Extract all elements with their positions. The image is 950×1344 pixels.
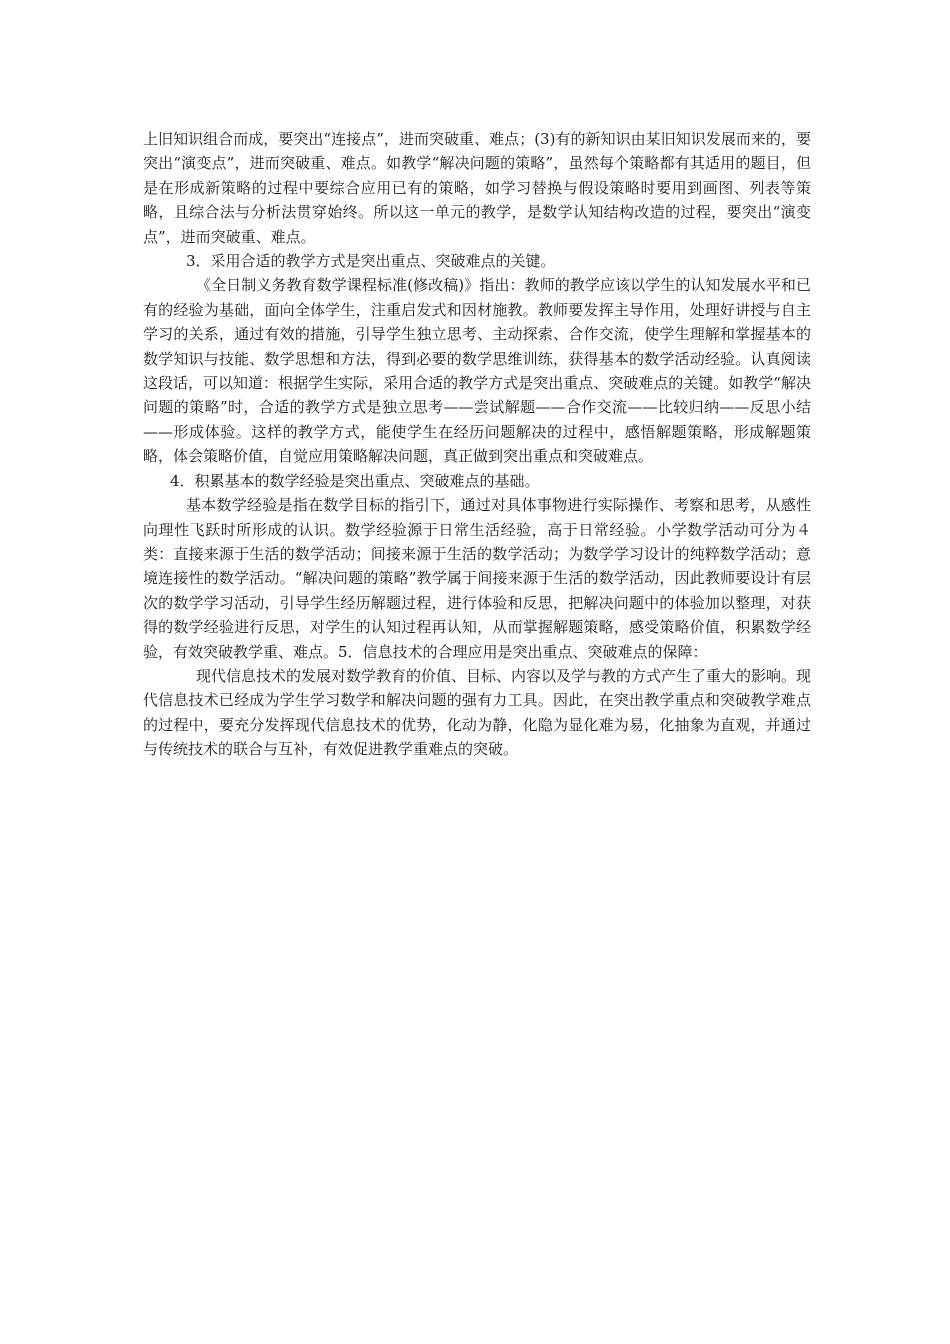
paragraph-information-technology: 现代信息技术的发展对数学教育的价值、目标、内容以及学与教的方式产生了重大的影响。现代信息技术已经成为学生学习数学和解决问题的强有力工具。因此，在突出教学重点和突破教学难点的过程中，要充分发挥现代信息技术的优势，化动为静，化隐为显化难为易，化抽象为直观，并通过与传统技术的联合与互补，有效促进教学重难点的突破。: [143, 666, 812, 759]
paragraph-curriculum-standard: 《全日制义务教育数学课程标准(修改稿)》指出：教师的教学应该以学生的认知发展水平和已有的经验为基础，面向全体学生，注重启发式和因材施教。教师要发挥主导作用，处理好讲授与自主学习的关系，通过有效的措施，引导学生独立思考、主动探索、合作交流，使学生理解和掌握基本的数学知识与技能、数学思想和方法，得到必要的数学思维训练，获得基本的数学活动经验。认真阅读这段话，可以知道：根据学生实际，采用合适的教学方式是突出重点、突破难点的关键。如教学“解决问题的策略”时，合适的教学方式是独立思考——尝试解题——合作交流——比较归纳——反思小结——形成体验。这样的教学方式，能使学生在经历问题解决的过程中，感悟解题策略，形成解题策略，体会策略价值，自觉应用策略解决问题，真正做到突出重点和突破难点。: [143, 276, 811, 466]
section-heading-3: 3．采用合适的教学方式是突出重点、突破难点的关键。: [186, 252, 556, 271]
paragraph-math-experience: 基本数学经验是指在数学目标的指引下，通过对具体事物进行实际操作、考察和思考，从感性向理性飞跃时所形成的认识。数学经验源于日常生活经验，高于日常经验。小学数学活动可分为４类：直接来源于生活的数学活动；间接来源于生活的数学活动；为数学学习设计的纯粹数学活动；意境连接性的数学活动。“解决问题的策略”教学属于间接来源于生活的数学活动，因此教师要设计有层次的数学学习活动，引导学生经历解题过程，进行体验和反思，把解决问题中的体验加以整理，对获得的数学经验进行反思，对学生的认知过程再认知，从而掌握解题策略，感受策略价值，积累数学经验，有效突破教学重、难点。5．信息技术的合理应用是突出重点、突破难点的保障：: [143, 496, 811, 661]
section-heading-4: 4．积累基本的数学经验是突出重点、突破难点的基础。: [170, 471, 540, 490]
paragraph-continuation: 上旧知识组合而成，要突出“连接点”，进而突破重、难点；(3)有的新知识由某旧知识发展而来的，要突出“演变点”，进而突破重、难点。如教学“解决问题的策略”，虽然每个策略都有其适用的题目，但是在形成新策略的过程中要综合应用已有的策略，如学习替换与假设策略时要用到画图、列表等策略，且综合法与分析法贯穿始终。所以这一单元的教学，是数学认知结构改造的过程，要突出“演变点”，进而突破重、难点。: [143, 130, 811, 246]
document-body: [143, 127, 811, 762]
